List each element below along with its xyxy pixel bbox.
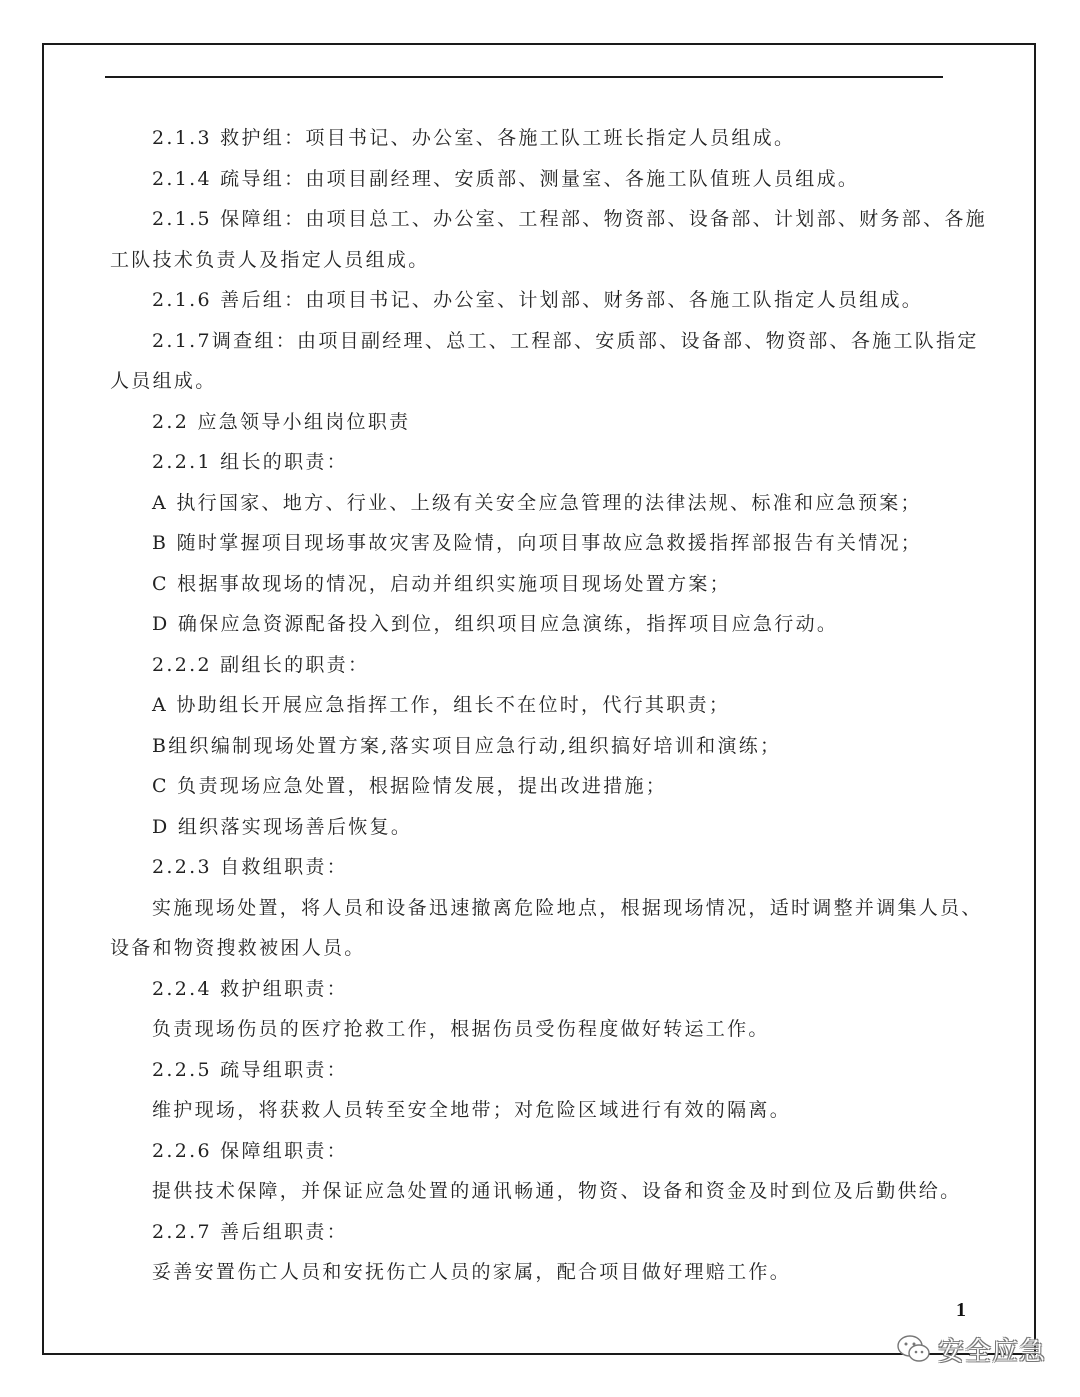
- watermark: [896, 1331, 1046, 1367]
- text-line: 2.1.7调查组：由项目副经理、总工、工程部、安质部、设备部、物资部、各施工队指定: [152, 329, 979, 352]
- text-line: A 执行国家、地方、行业、上级有关安全应急管理的法律法规、标准和应急预案；: [152, 491, 922, 514]
- subsection-heading: 2.2.3 自救组职责：: [152, 856, 348, 878]
- subsection-heading: 2.2.4 救护组职责：: [152, 977, 348, 1000]
- text-line: 负责现场伤员的医疗抢救工作，根据伤员受伤程度做好转运工作。: [152, 1018, 770, 1040]
- subsection-heading: 2.2.2 副组长的职责：: [152, 653, 370, 676]
- header-rule: [105, 76, 943, 78]
- page-number: 1: [956, 1299, 966, 1321]
- text-line: 2.1.6 善后组：由项目书记、办公室、计划部、财务部、各施工队指定人员组成。: [152, 289, 924, 311]
- text-line: 人员组成。: [110, 370, 217, 392]
- section-heading: 2.2 应急领导小组岗位职责: [152, 410, 411, 433]
- text-line: 妥善安置伤亡人员和安抚伤亡人员的家属，配合项目做好理赔工作。: [152, 1261, 792, 1283]
- text-line: 2.1.5 保障组：由项目总工、办公室、工程部、物资部、设备部、计划部、财务部、各施: [152, 208, 987, 230]
- subsection-heading: 2.2.5 疏导组职责：: [152, 1058, 348, 1081]
- text-line: C 负责现场应急处置，根据险情发展，提出改进措施；: [152, 775, 668, 797]
- text-line: 工队技术负责人及指定人员组成。: [110, 248, 430, 271]
- wechat-icon: [896, 1334, 932, 1364]
- text-line: A 协助组长开展应急指挥工作，组长不在位时，代行其职责；: [152, 694, 731, 716]
- text-line: 维护现场，将获救人员转至安全地带；对危险区域进行有效的隔离。: [152, 1099, 792, 1121]
- text-line: 设备和物资搜救被困人员。: [110, 937, 366, 959]
- watermark-text: 安全应急: [938, 1336, 1047, 1367]
- text-line: B组织编制现场处置方案,落实项目应急行动,组织搞好培训和演练；: [152, 734, 782, 757]
- text-line: C 根据事故现场的情况，启动并组织实施项目现场处置方案；: [152, 572, 731, 595]
- text-line: B 随时掌握项目现场事故灾害及险情，向项目事故应急救援指挥部报告有关情况；: [152, 532, 923, 554]
- subsection-heading: 2.2.7 善后组职责：: [152, 1220, 348, 1243]
- text-line: 2.1.3 救护组：项目书记、办公室、各施工队工班长指定人员组成。: [152, 127, 796, 149]
- text-line: D 确保应急资源配备投入到位，组织项目应急演练，指挥项目应急行动。: [152, 613, 839, 635]
- subsection-heading: 2.2.6 保障组职责：: [152, 1139, 348, 1162]
- subsection-heading: 2.2.1 组长的职责：: [152, 451, 348, 473]
- text-line: 2.1.4 疏导组：由项目副经理、安质部、测量室、各施工队值班人员组成。: [152, 167, 860, 190]
- text-line: 提供技术保障，并保证应急处置的通讯畅通，物资、设备和资金及时到位及后勤供给。: [152, 1180, 962, 1202]
- text-line: 实施现场处置，将人员和设备迅速撤离危险地点，根据现场情况，适时调整并调集人员、: [152, 896, 983, 919]
- text-line: D 组织落实现场善后恢复。: [152, 815, 413, 838]
